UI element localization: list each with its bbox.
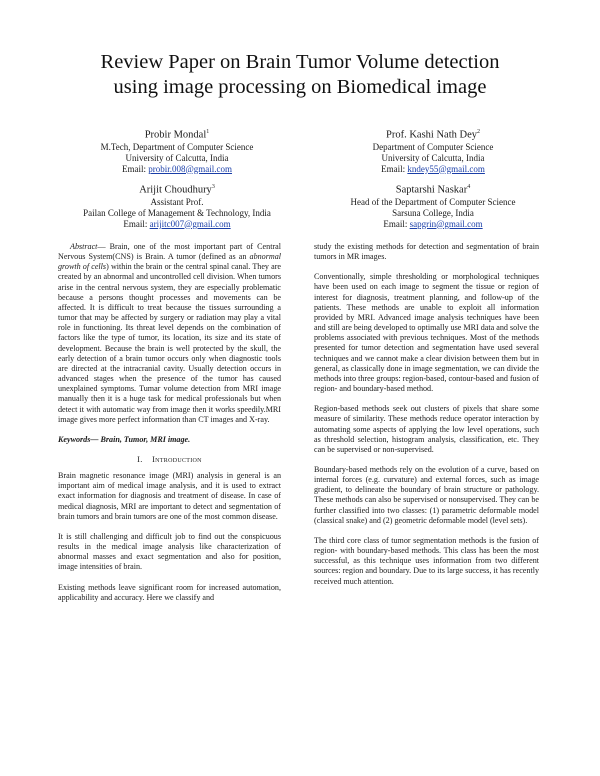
author-email-label: Email: [123,218,148,229]
paper-title [40,50,560,100]
section-number: I. [137,454,143,464]
author-email-link[interactable]: sapgrin@gmail.com [409,218,483,229]
abstract-text-a: Brain, one of the most important part of Central Nervous System(CNS) is Brain. A tumor (defined as an [58,242,281,262]
author-name: Saptarshi Naskar [395,184,468,196]
abstract-label: Abstract [70,242,98,251]
author-affiliation-line: Sarsuna College, India [392,207,474,218]
author-email-link[interactable]: kndey55@gmail.com [407,163,485,174]
left-column [58,242,281,613]
body-paragraph: It is still challenging and difficult job to find out the conspicuous results in the medical image analysis like characterization of abnormal masses and exact segmentation and also for position, image intensities of brain. [58,531,281,572]
author-superscript: 2 [476,129,480,135]
abstract-dash: — [97,242,106,251]
author-email-label: Email: [383,218,408,229]
body-paragraph: study the existing methods for detection and segmentation of brain tumors in MR images. [314,242,539,262]
author-affiliation-line: Assistant Prof. [150,196,204,207]
author-name: Probir Mondal [144,129,207,141]
keywords [58,435,281,445]
abstract-emphasis: abnormal growth of cells [58,252,281,272]
author-affiliation-line: University of Calcutta, India [125,152,229,163]
author-affiliation-line: Head of the Department of Computer Science [350,196,516,207]
keywords-text: Brain, Tumor, MRI image. [98,434,191,444]
author-affiliation-line: M.Tech, Department of Computer Science [100,141,254,152]
author-affiliation-line: University of Calcutta, India [381,152,485,163]
author-affiliation-line: Department of Computer Science [372,141,494,152]
right-column [314,242,539,597]
author-email-link[interactable]: probir.008@gmail.com [148,163,233,174]
section-title: Introduction [152,454,202,464]
author-affiliation-line: Pailan College of Management & Technology, India [83,207,271,218]
keywords-label: Keywords— [58,434,99,444]
author-email-link[interactable]: arijitc007@gmail.com [149,218,231,229]
body-paragraph: Conventionally, simple thresholding or morphological techniques have been used on each image to segment the tissue or region of interest for diagnosis, treatment planning, and follow-up of the patients. These methods are unable to exploit all information provided by MRI. Advanced image analysis techniques have been and still are being developed to optimally use MRI data and solve the problems associated with previous techniques. Most of the methods presented for tumor detection and segmentation have used several techniques and we cannot make a clear division between them but in general, as classically done in image segmentation, we can divide the methods into three groups: region-based, contour-based and fusion of region- and boundary-based method. [314,272,539,394]
abstract-text-b: ) within the brain or the central spinal canal. They are created by an abnormal and uncontrolled cell division. When tumors arise in the central nervous system, they are especially problematic because a persons thought processes and movements can be affected. It is difficult to treat because the tissues surrounding a tumor that may be affected by surgery or radiation may play a vital role in functioning. Its threat level depends on the combination of factors like the type of tumor, its location, its size and its state of development. Because the brain is well protected by the skull, the early detection of a brain tumor occurs only when diagnostic tools are directed at the intracranial cavity. Usually detection occurs in advanced stages when the presence of the tumor has caused unexplained symptoms. Tumar volume detection from MRI image manually then it is a huge task for medical professionals but when detect it with automatic way from image then it works speedily.MRI image gives more perfect information than CT images and X-ray. [58,262,282,424]
author-superscript: 1 [206,129,210,135]
author-email-label: Email: [121,163,146,174]
author-block-4 [318,181,548,230]
author-email-label: Email: [381,163,406,174]
body-paragraph: The third core class of tumor segmentation methods is the fusion of region- with boundary-based methods. This class has been the most successful, as this technique uses information from two different sources: region and boundary. Due to its large success, it has recently received much attention. [314,535,539,586]
author-block-2 [318,126,548,175]
body-paragraph: Boundary-based methods rely on the evolution of a curve, based on internal forces (e.g. curvature) and external forces, such as image gradient, to delineate the boundary of brain structure or pathology. These methods can also be supervised or nonsupervised. They can be further classified into two classes: (1) parametric deformable model (classical snake) and (2) geometric deformable model (level sets). [314,464,539,525]
author-superscript: 3 [211,184,215,190]
title-line-2: using image processing on Biomedical image [113,76,487,98]
section-heading-introduction [58,455,281,465]
body-paragraph: Existing methods leave significant room for increased automation, applicability and accuracy. Here we classify and [58,582,281,602]
author-superscript: 4 [467,184,471,190]
title-line-1: Review Paper on Brain Tumor Volume detection [100,51,500,73]
body-paragraph: Brain magnetic resonance image (MRI) analysis in general is an important aim of medical image analysis, and it is used to extract exact information for diagnosis and treatment of disease. In case of medical diagnosis, MRI are important to detect and segmentation of brain tumors and brain tumors are one of the most common disease. [58,471,281,521]
body-paragraph: Region-based methods seek out clusters of pixels that share some measure of similarity. These methods reduce operator interaction by automating some aspects of applying the low level operations, such as threshold selection, histogram analysis, classification, etc. They can be supervised or non-supervised. [314,404,539,454]
abstract-paragraph [58,242,281,425]
author-name: Arijit Choudhury [139,184,212,196]
author-block-1 [62,126,292,175]
author-block-3 [62,181,292,230]
author-name: Prof. Kashi Nath Dey [386,129,477,141]
